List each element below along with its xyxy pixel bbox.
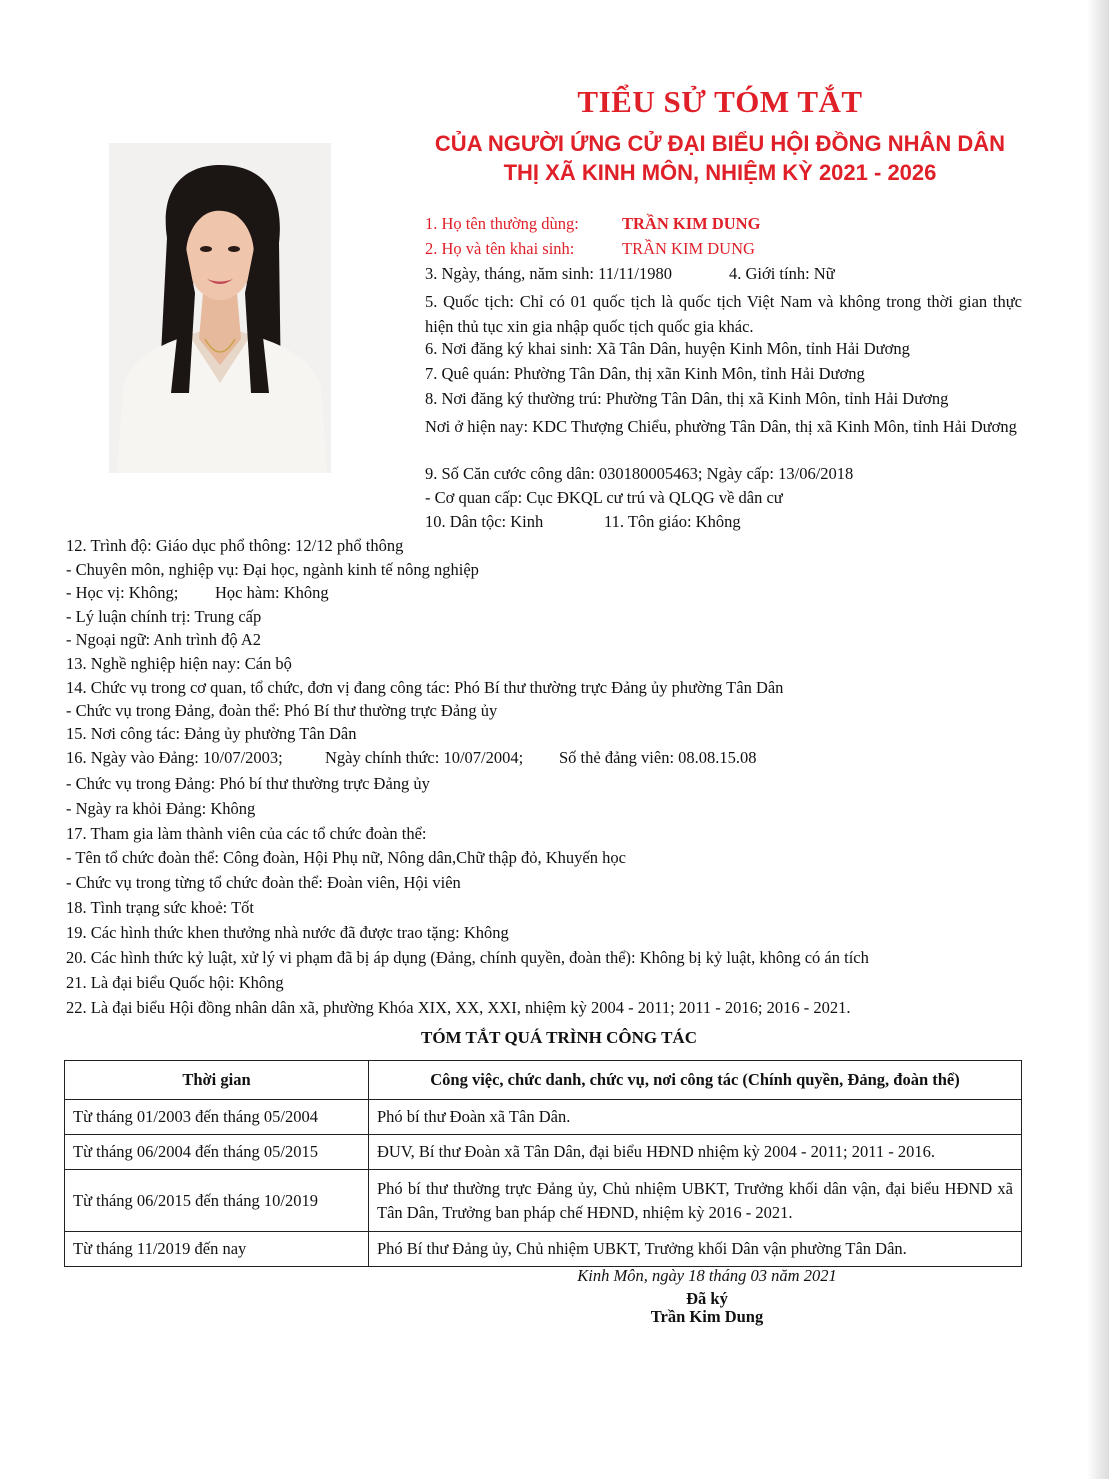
bio-party-join-date: 16. Ngày vào Đảng: 10/07/2003; xyxy=(66,748,283,767)
bio-hometown: 7. Quê quán: Phường Tân Dân, thị xãn Kinh Môn, tỉnh Hải Dương xyxy=(425,364,865,383)
bio-organization-names: - Tên tổ chức đoàn thể: Công đoàn, Hội Phụ nữ, Nông dân,Chữ thập đỏ, Khuyến học xyxy=(66,848,626,867)
birth-name-value: TRẦN KIM DUNG xyxy=(622,239,755,258)
table-row xyxy=(65,1170,1022,1232)
bio-council-membership: 22. Là đại biểu Hội đồng nhân dân xã, phường Khóa XIX, XX, XXI, nhiệm kỳ 2004 - 2011; 2011 - 2016; 2016 - 2021. xyxy=(66,998,851,1017)
signature-place-date: Kinh Môn, ngày 18 tháng 03 năm 2021 xyxy=(577,1266,837,1285)
common-name-value: TRẦN KIM DUNG xyxy=(622,214,761,233)
candidate-photo xyxy=(109,143,331,473)
bio-health: 18. Tình trạng sức khoẻ: Tốt xyxy=(66,898,254,917)
bio-birth-date: 3. Ngày, tháng, năm sinh: 11/11/1980 xyxy=(425,264,673,283)
row-period: Từ tháng 11/2019 đến nay xyxy=(65,1232,369,1267)
document-title: TIỂU SỬ TÓM TẮT xyxy=(577,84,863,119)
portrait-illustration xyxy=(109,143,331,473)
bio-foreign-language: - Ngoại ngữ: Anh trình độ A2 xyxy=(66,630,262,649)
bio-organization-roles: - Chức vụ trong từng tổ chức đoàn thể: Đoàn viên, Hội viên xyxy=(66,873,461,892)
bio-party-role: - Chức vụ trong Đảng: Phó bí thư thường trực Đảng ủy xyxy=(66,774,430,793)
header-period: Thời gian xyxy=(65,1061,369,1100)
signature-name: Trần Kim Dung xyxy=(650,1307,764,1326)
row-period: Từ tháng 06/2015 đến tháng 10/2019 xyxy=(65,1170,369,1232)
signature-status: Đã ký xyxy=(686,1289,728,1308)
bio-birth-name xyxy=(425,239,755,259)
bio-religion: 11. Tôn giáo: Không xyxy=(604,512,741,531)
row-period: Từ tháng 06/2004 đến tháng 05/2015 xyxy=(65,1135,369,1170)
bio-workplace: 15. Nơi công tác: Đảng ủy phường Tân Dân xyxy=(66,724,357,743)
row-work: Phó bí thư thường trực Đảng ủy, Chủ nhiệm UBKT, Trưởng khối dân vận, đại biểu HĐND xã Tân Dân, Trưởng ban pháp chế HĐND, nhiệm kỳ 2016 - 2021. xyxy=(369,1170,1022,1232)
bio-current-residence: Nơi ở hiện nay: KDC Thượng Chiểu, phường Tân Dân, thị xã Kinh Môn, tỉnh Hải Dương xyxy=(425,417,1017,436)
bio-awards: 19. Các hình thức khen thưởng nhà nước đã được trao tặng: Không xyxy=(66,923,509,942)
document-subtitle-line1: CỦA NGƯỜI ỨNG CỬ ĐẠI BIỂU HỘI ĐỒNG NHÂN DÂN xyxy=(434,131,1006,156)
history-section-title: TÓM TẮT QUÁ TRÌNH CÔNG TÁC xyxy=(421,1028,697,1047)
bio-party-leave: - Ngày ra khỏi Đảng: Không xyxy=(66,799,256,818)
bio-common-name xyxy=(425,214,761,234)
bio-id-issuer: - Cơ quan cấp: Cục ĐKQL cư trú và QLQG về dân cư xyxy=(425,488,783,507)
bio-occupation: 13. Nghề nghiệp hiện nay: Cán bộ xyxy=(66,654,292,673)
bio-gender: 4. Giới tính: Nữ xyxy=(729,264,835,283)
bio-national-assembly: 21. Là đại biểu Quốc hội: Không xyxy=(66,973,284,992)
bio-education: 12. Trình độ: Giáo dục phổ thông: 12/12 phổ thông xyxy=(66,536,404,555)
work-history-table xyxy=(64,1060,1022,1267)
bio-degree: - Học vị: Không; xyxy=(66,583,179,602)
table-row xyxy=(65,1232,1022,1267)
bio-political-theory: - Lý luận chính trị: Trung cấp xyxy=(66,607,262,626)
common-name-label: 1. Họ tên thường dùng: xyxy=(425,214,579,233)
bio-party-position: - Chức vụ trong Đảng, đoàn thể: Phó Bí thư thường trực Đảng ủy xyxy=(66,701,498,720)
bio-organizations: 17. Tham gia làm thành viên của các tổ chức đoàn thể: xyxy=(66,824,427,843)
bio-party-card: Số thẻ đảng viên: 08.08.15.08 xyxy=(559,748,757,767)
row-work: Phó bí thư Đoàn xã Tân Dân. xyxy=(369,1100,1022,1135)
bio-ethnicity: 10. Dân tộc: Kinh xyxy=(425,512,544,531)
bio-position: 14. Chức vụ trong cơ quan, tổ chức, đơn vị đang công tác: Phó Bí thư thường trực Đảng ủy phường Tân Dân xyxy=(66,678,784,697)
table-header-row xyxy=(65,1061,1022,1100)
bio-discipline: 20. Các hình thức kỷ luật, xử lý vi phạm đã bị áp dụng (Đảng, chính quyền, đoàn thể): Không bị kỷ luật, không có án tích xyxy=(66,948,869,967)
bio-academic-title: Học hàm: Không xyxy=(215,583,329,602)
page-edge-shadow xyxy=(1087,0,1109,1479)
row-period: Từ tháng 01/2003 đến tháng 05/2004 xyxy=(65,1100,369,1135)
document-subtitle-line2: THỊ XÃ KINH MÔN, NHIỆM KỲ 2021 - 2026 xyxy=(503,160,937,185)
bio-permanent-residence: 8. Nơi đăng ký thường trú: Phường Tân Dân, thị xã Kinh Môn, tỉnh Hải Dương xyxy=(425,389,949,408)
header-work: Công việc, chức danh, chức vụ, nơi công tác (Chính quyền, Đảng, đoàn thể) xyxy=(369,1061,1022,1100)
bio-party-official-date: Ngày chính thức: 10/07/2004; xyxy=(325,748,524,767)
table-row xyxy=(65,1100,1022,1135)
bio-specialty: - Chuyên môn, nghiệp vụ: Đại học, ngành kinh tế nông nghiệp xyxy=(66,560,479,579)
birth-name-label: 2. Họ và tên khai sinh: xyxy=(425,239,575,258)
row-work: Phó Bí thư Đảng ủy, Chủ nhiệm UBKT, Trưởng khối Dân vận phường Tân Dân. xyxy=(369,1232,1022,1267)
bio-id-card: 9. Số Căn cước công dân: 030180005463; Ngày cấp: 13/06/2018 xyxy=(425,464,854,483)
bio-nationality: 5. Quốc tịch: Chỉ có 01 quốc tịch là quốc tịch Việt Nam và không trong thời gian thực hiện thủ tục xin gia nhập quốc tịch quốc gia khác. xyxy=(425,292,1022,336)
bio-birth-registration: 6. Nơi đăng ký khai sinh: Xã Tân Dân, huyện Kinh Môn, tỉnh Hải Dương xyxy=(425,339,910,358)
row-work: ĐUV, Bí thư Đoàn xã Tân Dân, đại biểu HĐND nhiệm kỳ 2004 - 2011; 2011 - 2016. xyxy=(369,1135,1022,1170)
table-row xyxy=(65,1135,1022,1170)
